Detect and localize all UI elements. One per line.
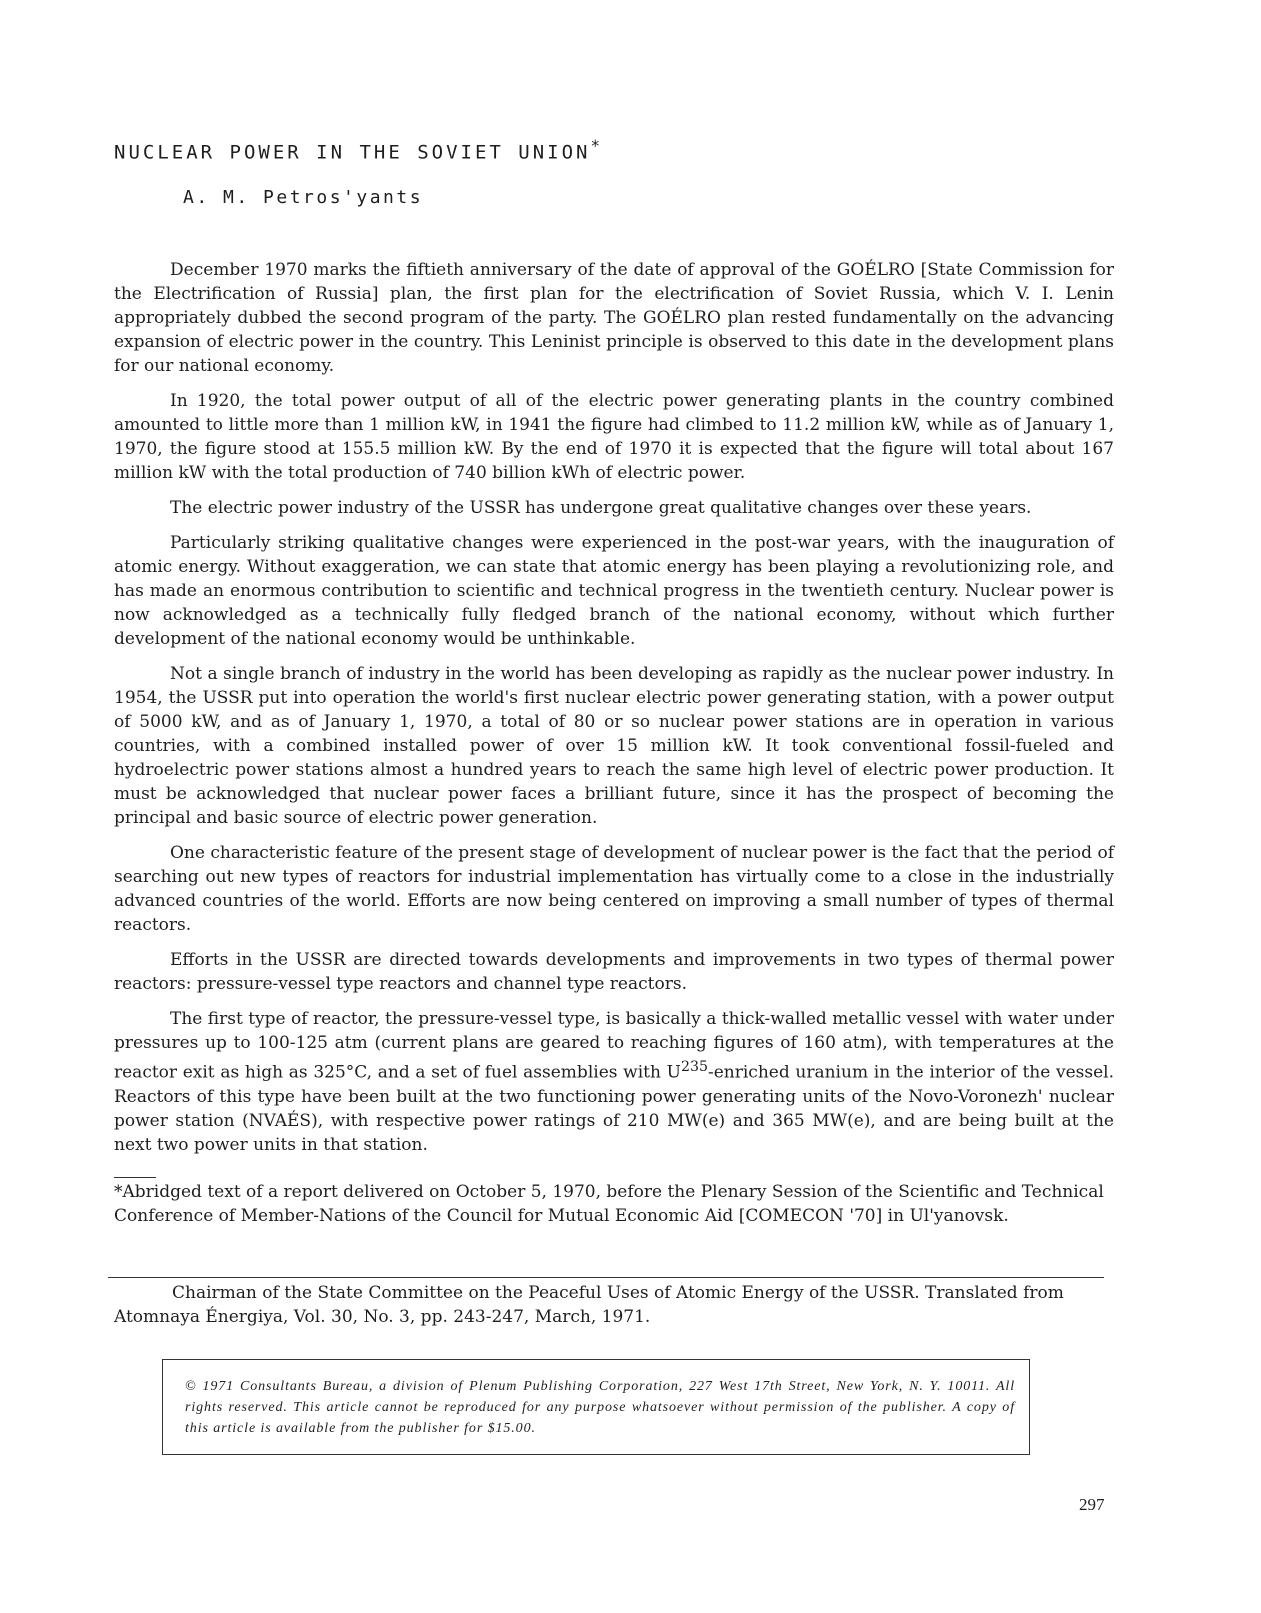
paragraph bbox=[114, 1007, 1114, 1157]
affiliation-divider bbox=[108, 1277, 1104, 1278]
paragraph: Efforts in the USSR are directed towards developments and improvements in two types of thermal power reactors: pressure-vessel type reactors and channel type reactors. bbox=[114, 950, 1114, 994]
page-number: 297 bbox=[1079, 1495, 1105, 1514]
paragraph: One characteristic feature of the present stage of development of nuclear power is the fact that the period of searching out new types of reactors for industrial implementation has virtually come to a close in the industrially advanced countries of the world. Efforts are now being centered on improving a small number of types of thermal reactors. bbox=[114, 843, 1114, 935]
copyright-notice: © 1971 Consultants Bureau, a division of Plenum Publishing Corporation, 227 West 17th Street, New York, N. Y. 10011. All rights reserved. This article cannot be reproduced for any purpose whatsoever without permission of the publisher. A copy of this article is available from the publisher for $15.00. bbox=[185, 1379, 1015, 1436]
paragraph: Particularly striking qualitative changes were experienced in the post-war years, with the inauguration of atomic energy. Without exaggeration, we can state that atomic energy has been playing a revolutionizing role, and has made an enormous contribution to scientific and technical progress in the twentieth century. Nuclear power is now acknowledged as a technically fully fledged branch of the national economy, without which further development of the national economy would be unthinkable. bbox=[114, 533, 1114, 649]
author-name: A. M. Petros'yants bbox=[183, 187, 424, 208]
paragraph: Not a single branch of industry in the world has been developing as rapidly as the nuclear power industry. In 1954, the USSR put into operation the world's first nuclear electric power generating station, with a power output of 5000 kW, and as of January 1, 1970, a total of 80 or so nuclear power stations are in operation in various countries, with a combined installed power of over 15 million kW. It took conventional fossil-fueled and hydroelectric power stations almost a hundred years to reach the same high level of electric power production. It must be acknowledged that nuclear power faces a brilliant future, since it has the prospect of becoming the principal and basic source of electric power generation. bbox=[114, 664, 1114, 828]
article-body bbox=[114, 258, 1114, 1168]
author-affiliation: Chairman of the State Committee on the Peaceful Uses of Atomic Energy of the USSR. Translated from Atomnaya Énergiya, Vol. 30, No. 3, pp. 243-247, March, 1971. bbox=[114, 1283, 1064, 1327]
footnote-divider bbox=[114, 1177, 156, 1178]
isotope-superscript: 235 bbox=[680, 1059, 708, 1075]
copyright-box bbox=[162, 1359, 1030, 1455]
paragraph: The electric power industry of the USSR has undergone great qualitative changes over these years. bbox=[170, 498, 1032, 518]
title-footnote-mark: * bbox=[590, 136, 604, 155]
paragraph-text-before: The first type of reactor, the pressure-vessel type, is basically a thick-walled metallic vessel with water under pressures up to 100-125 atm (current plans are geared to reaching figures of 160 atm), with temperatures at the reactor exit as high as 325°C, and a set of fuel assemblies with U bbox=[114, 1009, 1114, 1083]
footnote: *Abridged text of a report delivered on October 5, 1970, before the Plenary Session of the Scientific and Technical Conference of Member-Nations of the Council for Mutual Economic Aid [COMECON '70] in Ul'yanovsk. bbox=[114, 1182, 1104, 1226]
title-text: NUCLEAR POWER IN THE SOVIET UNION bbox=[114, 141, 591, 164]
paragraph: In 1920, the total power output of all of the electric power generating plants in the country combined amounted to little more than 1 million kW, in 1941 the figure had climbed to 11.2 million kW, while as of January 1, 1970, the figure stood at 155.5 million kW. By the end of 1970 it is expected that the figure will total about 167 million kW with the total production of 740 billion kWh of electric power. bbox=[114, 391, 1114, 483]
article-title bbox=[114, 136, 603, 163]
paragraph-text-after: -enriched uranium in the interior of the vessel. Reactors of this type have been built at the two functioning power generating units of the Novo-Voronezh' nuclear power station (NVAÉS), with respective power ratings of 210 MW(e) and 365 MW(e), and are being built at the next two power units in that station. bbox=[114, 1062, 1114, 1155]
paragraph: December 1970 marks the fiftieth anniversary of the date of approval of the GOÉLRO [State Commission for the Electrification of Russia] plan, the first plan for the electrification of Soviet Russia, which V. I. Lenin appropriately dubbed the second program of the party. The GOÉLRO plan rested fundamentally on the advancing expansion of electric power in the country. This Leninist principle is observed to this date in the development plans for our national economy. bbox=[114, 260, 1114, 376]
